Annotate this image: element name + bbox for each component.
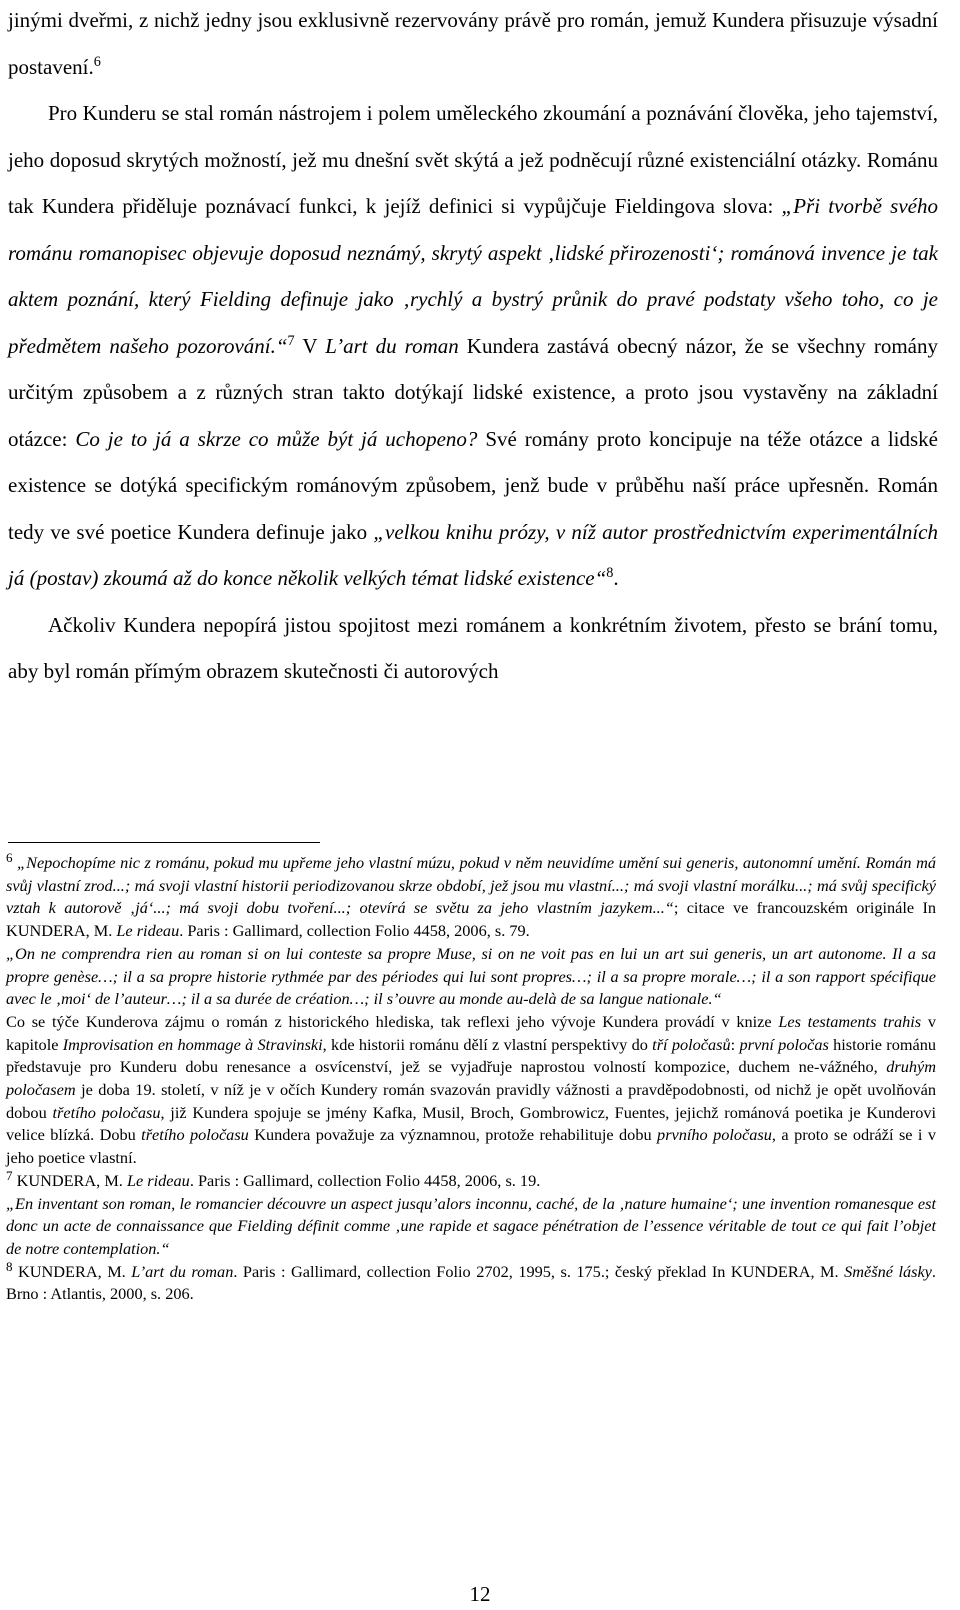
footnote-8-number: 8 [6,1258,13,1274]
basic-question: Co je to já a skrze co může být já uchopeno? [75,426,478,451]
footnote-separator [8,842,320,843]
footnote-7 [6,1167,936,1193]
paragraph-2 [8,90,938,602]
paragraph-2-text-d: Své romány proto koncipuje na téže otázce a lidské existence se dotýká specifickým románovým způsobem, jenž bude v průběhu naší práce upřesněn. Román tedy ve své poetice Kundera definuje jako [8,426,938,544]
fielding-quote: „Při tvorbě svého románu romanopisec objevuje doposud neznámý, skrytý aspekt ‚lidské přirozenosti‘; románová invence je tak aktem poznání, který Fielding definuje jako ‚rychlý a bystrý průnik do pravé podstaty všeho toho, co je předmětem našeho pozorování.“ [8,194,938,358]
footnote-8-author: KUNDERA, M. [12,1261,132,1281]
paragraph-2-text-c: Kundera zastává obecný názor, že se všechny romány určitým způsobem a z různých stran takto dotýkají lidské existence, a proto jsou vystavěny na základní otázce: [8,333,938,451]
footnote-8-citation: . Paris : Gallimard, collection Folio 2702, 1995, s. 175.; český překlad In KUNDERA, M. [233,1261,845,1281]
commentary-three-halves: tří poločasů [652,1034,731,1054]
paragraph-1 [8,0,938,90]
footnote-7-author: KUNDERA, M. [12,1170,127,1190]
footnote-6-french-text: „On ne comprendra rien au roman si on lui conteste sa propre Muse, si on ne voit pas en lui un art sui generis, un art autonome. Il a sa propre genèse…; il a sa propre historie rythmée par des périodes qui lui sont propres…; il a sa propre morale…; il a son rapport spécifique avec le ‚moi‘ de l’auteur…; il a sa durée de création…; il s’ouvre au monde au-delà de sa langue nationale.“ [6,943,936,1009]
page-number: 12 [469,1582,491,1606]
commentary-text-9: , a proto se odráží se i v jeho poetice vlastní. [6,1125,937,1168]
commentary-chapter-title: Improvisation en hommage à Stravinski [62,1034,323,1054]
footnote-6-commentary [6,1011,936,1170]
novel-definition-quote: „velkou knihu prózy, v níž autor prostřednictvím experimentálních já (postav) zkoumá až do konce několik velkých témat lidské existence“ [8,519,938,590]
footnote-8-title-2: Směšné lásky [844,1261,932,1281]
commentary-text-2: v kapitole [6,1011,936,1054]
footnote-6-french [6,943,936,1011]
book-title: L’art du roman [325,333,459,358]
footnote-7-title: Le rideau [126,1170,190,1190]
footnote-6-citation: ; citace ve francouzském originále In KUNDERA, M. [6,898,937,941]
commentary-text-1: Co se týče Kunderova zájmu o román z historického hlediska, tak reflexi jeho vývoje Kundera provádí v knize [6,1011,779,1031]
paragraph-2-end: . [613,566,619,590]
footnote-7-number: 7 [6,1167,13,1183]
commentary-first-half-2: prvního poločasu [657,1125,772,1145]
footnote-6 [6,852,936,943]
footnote-7-citation: . Paris : Gallimard, collection Folio 4458, 2006, s. 19. [189,1170,541,1190]
paragraph-2-text: Pro Kunderu se stal román nástrojem i polem uměleckého zkoumání a poznávání člověka, jeho tajemství, jeho doposud skrytých možností, jež mu dnešní svět skýtá a jež podněcují různé existenciální otázky. Románu tak Kundera přiděluje poznávací funkci, k jejíž definici si vypůjčuje Fieldingova slova: [8,101,938,218]
footnote-6-number: 6 [6,850,13,866]
commentary-text-6: je doba 19. století, v níž je v očích Kundery román svazován pravidly vážnosti a pravděpodobnosti, od nichž je opět uvolňován dobou [6,1080,936,1122]
footnote-ref-7: 7 [287,332,295,349]
commentary-first-half: první poločas [739,1034,829,1054]
commentary-third-half-2: třetího poločasu [141,1125,249,1145]
footnotes [6,852,936,1306]
footnote-ref-8: 8 [606,565,614,582]
footnote-8-citation-end: . Brno : Atlantis, 2000, s. 206. [6,1261,936,1304]
paragraph-1-text: jinými dveřmi, z nichž jedny jsou exklusivně rezervovány právě pro román, jemuž Kundera přisuzuje výsadní postavení. [8,8,938,79]
commentary-book-title: Les testaments trahis [778,1011,922,1031]
commentary-third-half: třetího poločasu [52,1102,161,1122]
commentary-text-5: historie románu představuje pro Kunderu dobu renesance a osvícenství, jež se vyjadřuje naprostou volností kompozice, duchem ne-vážného, [6,1034,937,1077]
paragraph-2-text-b: V [294,333,326,358]
commentary-text-3: , kde historii románu dělí z vlastní perspektivy do [322,1034,653,1054]
paragraph-3: Ačkoliv Kundera nepopírá jistou spojitost mezi románem a konkrétním životem, přesto se brání tomu, aby byl román přímým obrazem skutečnosti či autorových [8,612,938,683]
footnote-6-citation-title: Le rideau [116,921,180,941]
footnote-7-french [6,1193,936,1261]
footnote-8 [6,1258,936,1306]
footnote-6-quote: „Nepochopíme nic z románu, pokud mu upřeme jeho vlastní múzu, pokud v něm neuvidíme umění sui generis, autonomní umění. Román má svůj vlastní zrod...; má svoji vlastní historii periodizovanou skrze období, jež jsou mu vlastní...; má svoji vlastní morálku...; má svůj specifický vztah k autorově ‚já‘...; má svoji dobu tvoření...; otevírá se světu za jeho vlastním jazykem...“ [6,853,936,918]
commentary-text-8: Kundera považuje za významnou, protože rehabilituje dobu [248,1125,658,1145]
footnote-6-citation-end: . Paris : Gallimard, collection Folio 4458, 2006, s. 79. [179,921,530,941]
footnote-ref-6: 6 [93,53,101,70]
commentary-text-7: , již Kundera spojuje se jmény Kafka, Musil, Broch, Gombrowicz, Fuentes, jejichž románová poetika je Kunderovi velice blízká. Dobu [6,1102,937,1145]
commentary-text-4: : [730,1034,740,1054]
body-text [8,0,938,695]
commentary-second-half: druhým poločasem [6,1057,936,1100]
footnote-8-title: L’art du roman [131,1261,234,1281]
footnote-7-french-text: „En inventant son roman, le romancier découvre un aspect jusqu’alors inconnu, caché, de la ‚nature humaine‘; une invention romanesque est donc un acte de connaissance que Fielding définit comme ‚une rapide et sagace pénétration de l’essence véritable de tout ce qui fait l’objet de notre contemplation.“ [6,1193,936,1258]
